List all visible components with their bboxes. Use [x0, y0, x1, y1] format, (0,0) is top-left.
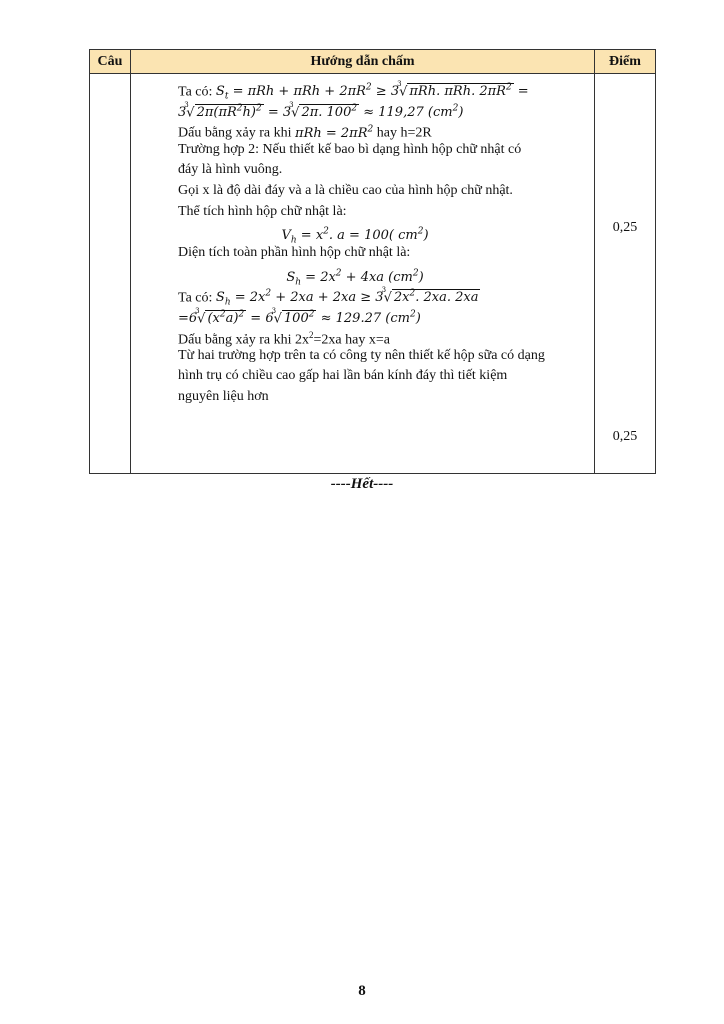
score-cell: [595, 74, 656, 474]
math-expression: $S_t = \pi Rh + \pi Rh + 2\pi R^2 \ge 3$ 3 √ πRh. πRh. $2\pi R^2$ =: [215, 80, 529, 102]
line-3: Dấu bằng xảy ra khi $\pi Rh = 2\pi R^2$ hay h=2R: [178, 124, 432, 141]
math-expression: =6 3 √ $(x^2a)^2 = 6$ 3 √ $100^2 \approx 129.27$ $(cm^2)$: [178, 306, 421, 326]
score-2: 0,25: [612, 429, 638, 444]
score-1: 0,25: [612, 220, 638, 235]
table-header-row: [90, 50, 656, 74]
line-4: Trường hợp 2: Nếu thiết kế bao bì dạng hình hộp chữ nhật có: [178, 141, 522, 157]
line-9: Diện tích toàn phần hình hộp chữ nhật là:: [178, 244, 411, 260]
table-row: [90, 74, 656, 474]
math-expression: $S_h = 2x^2 + 4xa$ $(cm^2)$: [286, 268, 424, 288]
header-huong-dan: Hướng dẫn chấm: [131, 50, 595, 74]
math-expression: $\pi Rh = 2\pi R^2$: [295, 124, 374, 141]
line-2: [178, 99, 592, 120]
header-diem: Điểm: [595, 50, 656, 74]
math-expression: $V_h = x^2$. a = 100( $cm^2$): [281, 227, 429, 247]
guide-content: [131, 74, 595, 474]
header-cau: Câu: [90, 50, 131, 74]
line-13: Dấu bằng xảy ra khi $2x^2=2xa$ hay x=a: [178, 330, 390, 348]
line-16: nguyên liệu hơn: [178, 388, 269, 404]
line-8: [178, 222, 592, 247]
line-14: Từ hai trường hợp trên ta có công ty nên thiết kế hộp sữa có dạng: [178, 347, 545, 363]
line-15: hình trụ có chiều cao gấp hai lần bán kính đáy thì tiết kiệm: [178, 368, 508, 384]
math-expression: 3 3 √ $2\pi(\pi R^2h)^2 = 3$ 3 √ 2π. $100^2 \approx 119,27$ $(cm^2)$: [178, 100, 464, 120]
line-5: đáy là hình vuông.: [178, 162, 283, 178]
math-expression: $S_h = 2x^2 + 2xa + 2xa \ge 3$ 3 √ $2x^2$. 2xa. 2xa: [215, 285, 479, 308]
line-1: Ta có: $S_t = \pi Rh + \pi Rh + 2\pi R^2 \ge 3$ 3 √ πRh. πRh. $2\pi R^2$ =: [178, 80, 529, 102]
cau-cell: [90, 74, 131, 474]
line-11: Ta có: $S_h = 2x^2 + 2xa + 2xa \ge 3$ 3 √ $2x^2$. 2xa. 2xa: [178, 285, 479, 308]
end-marker: ----Hết----: [330, 476, 394, 492]
line-7: Thể tích hình hộp chữ nhật là:: [178, 203, 347, 219]
grading-table: [89, 49, 656, 474]
line-6: Gọi x là độ dài đáy và a là chiều cao của hình hộp chữ nhật.: [178, 182, 513, 198]
page-number: 8: [358, 983, 366, 999]
